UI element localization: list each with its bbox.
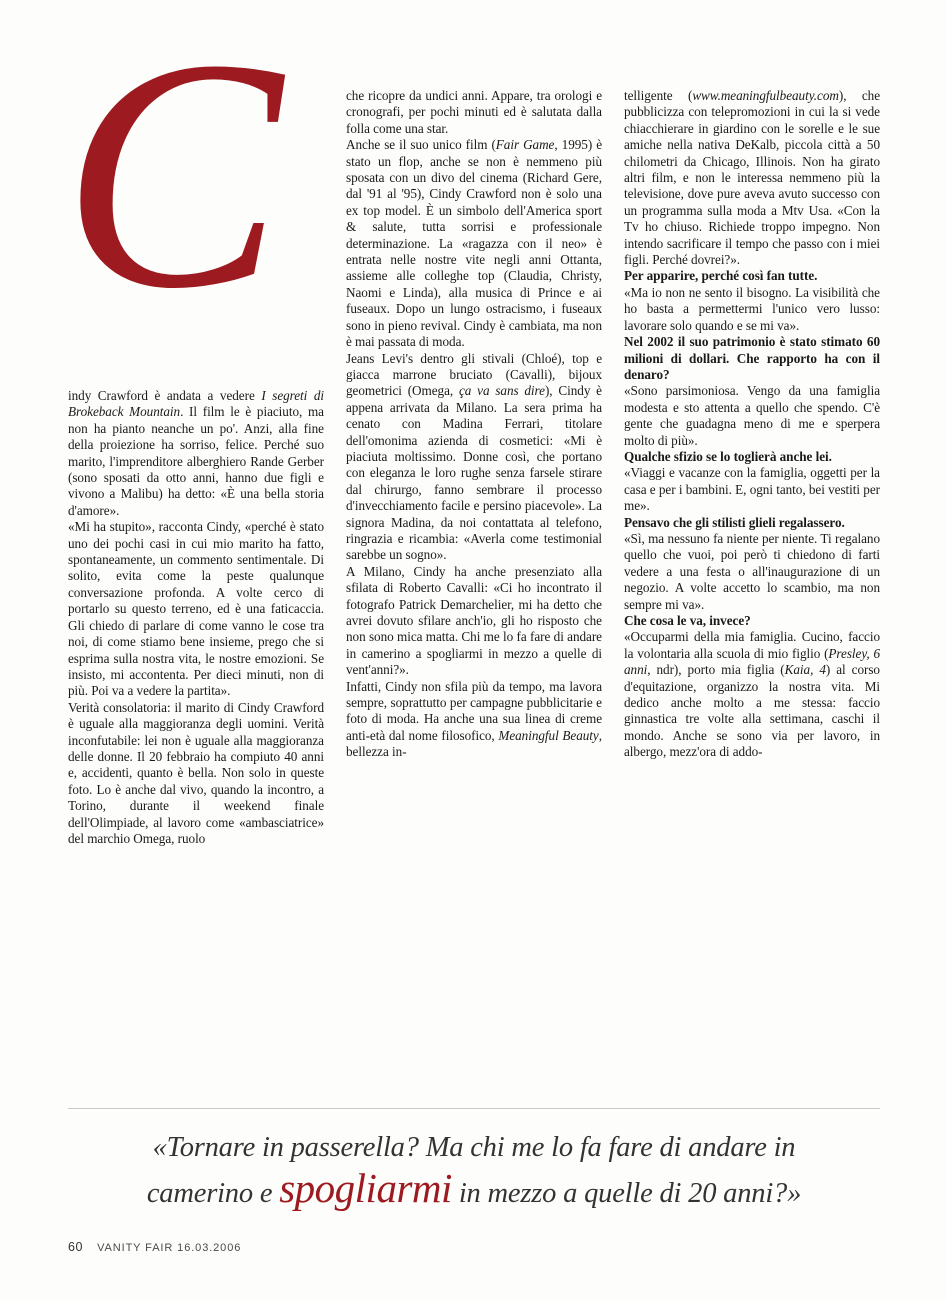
paragraph: «Mi ha stupito», racconta Cindy, «perché è stato uno dei pochi casi in cui mio marito ha fatto, spontaneamente, un commento sentimentale. Di solito, evita come la peste qualunque conversazione profonda. A volte cerco di portarlo su questo terreno, ed è una faticaccia. Gli chiedo di parlare di come vanno le cose tra noi, di come stiamo bene insieme, prego che si esprima sulla nostra vita, le nostre emozioni. Se insisto, mi accontenta. Per dieci minuti, non di più. Poi va a vedere la partita».	[68, 519, 324, 699]
paragraph: «Occuparmi della mia famiglia. Cucino, faccio la volontaria alla scuola di mio figlio (Presley, 6 anni, ndr), porto mia figlia (Kaia, 4) al corso d'equitazione, organizzo la nostra vita. Mi dedico anche molto a me stessa: faccio ginnastica tre volte alla settimana, caschi il mondo. Anche se sono via per lavoro, in albergo, mezz'ora di addo-	[624, 629, 880, 760]
paragraph: Infatti, Cindy non sfila più da tempo, ma lavora sempre, soprattutto per campagne pubblicitarie e foto di moda. Ha anche una sua linea di creme anti-età dal nome filosofico, Meaningful Beauty, bellezza in-	[346, 678, 602, 760]
paragraph: «Viaggi e vacanze con la famiglia, oggetti per la casa e per i bambini. E, ogni tanto, bei vestiti per me».	[624, 465, 880, 514]
drop-cap-letter: C	[62, 0, 283, 357]
text-column-3	[624, 88, 880, 1098]
text-column-2	[346, 88, 602, 1098]
pull-quote-line-2-pre: camerino e	[146, 1178, 280, 1209]
pull-quote-line-2	[68, 1165, 880, 1214]
page-footer	[68, 1240, 880, 1254]
pull-quote-line-2-post: in mezzo a quelle di 20 anni?»	[451, 1178, 802, 1209]
interview-question: Pensavo che gli stilisti glieli regalassero.	[624, 514, 845, 530]
interview-question: Per apparire, perché così fan tutte.	[624, 268, 818, 284]
pull-quote	[68, 1128, 880, 1214]
pull-quote-highlight: spogliarmi	[279, 1165, 452, 1211]
page-number: 60	[68, 1240, 84, 1254]
paragraph: indy Crawford è andata a vedere I segreti di Brokeback Mountain. Il film le è piaciuto, ma non ha pianto neanche un po'. Anzi, alla fine della proiezione ha sorriso, felice. Perché suo marito, l'imprenditore alberghiero Rande Gerber (sono sposati da otto anni, hanno due figli e vivono a Malibu) ha detto: «È una bella storia d'amore».	[68, 388, 325, 518]
paragraph: A Milano, Cindy ha anche presenziato alla sfilata di Roberto Cavalli: «Ci ho incontrato il fotografo Patrick Demarchelier, mi ha detto che avrei dovuto sfilare anch'io, gli ho risposto che non sono mica matta. Chi me lo fa fare di andare in camerino a spogliarmi in mezzo a quelle di vent'anni?».	[346, 563, 602, 678]
horizontal-divider	[68, 1108, 880, 1109]
text-column-1	[62, 0, 325, 1098]
magazine-issue-label: VANITY FAIR 16.03.2006	[97, 1242, 242, 1254]
paragraph: «Sono parsimoniosa. Vengo da una famiglia modesta e sto attenta a quello che spendo. C'è gente che guadagna meno di me e sperpera molto di più».	[624, 383, 880, 448]
interview-question: Che cosa le va, invece?	[624, 613, 751, 628]
paragraph: «Ma io non ne sento il bisogno. La visibilità che ho basta a permettermi l'unico vero lusso: lavorare solo quando e se mi va».	[624, 284, 880, 333]
paragraph: Anche se il suo unico film (Fair Game, 1995) è stato un flop, anche se non è nemmeno più sposata con un divo del cinema (Richard Gere, dal '91 al '95), Cindy Crawford non è solo una ex top model. È un simbolo dell'America sport & salute, tutta sorrisi e professionale determinazione. La «ragazza con il neo» è entrata nelle nostre vite negli anni Ottanta, assieme alle colleghe top (Claudia, Christy, Naomi e Linda), alla musica di Prince e ai fuseaux. Dopo un lungo ostracismo, i fuseaux sono in pieno revival. Cindy è cambiata, ma non è mai passata di moda.	[346, 137, 602, 350]
interview-question: Qualche sfizio se lo toglierà anche lei.	[624, 448, 832, 464]
paragraph: «Sì, ma nessuno fa niente per niente. Ti regalano quello che vuoi, poi però ti chiedono di farti vedere a una festa o all'inaugurazione di un negozio. A volte accetto lo scambio, ma non sempre mi va».	[624, 530, 880, 612]
interview-question: Nel 2002 il suo patrimonio è stato stimato 60 milioni di dollari. Che rapporto ha con il denaro?	[624, 334, 880, 382]
paragraph: che ricopre da undici anni. Appare, tra orologi e cronografi, per pochi minuti ed è salutata dalla folla come una star.	[346, 88, 602, 136]
article-body	[62, 0, 880, 1098]
paragraph: Jeans Levi's dentro gli stivali (Chloé), top e giacca marrone bruciato (Cavalli), bijoux geometrici (Omega, ça va sans dire), Cindy è appena arrivata da Milano. La sera prima ha cenato con Madina Ferrari, titolare dell'omonima azienda di cosmetici: «Mi è piaciuta moltissimo. Donne così, che portano con eleganza le loro rughe senza farsele stirare dal chirurgo, fanno sembrare il processo d'invecchiamento facile e persino piacevole». La signora Madina, da noi contattata al telefono, ringrazia e ricambia: «Averla come testimonial sarebbe un sogno».	[346, 350, 602, 563]
pull-quote-line-1: «Tornare in passerella? Ma chi me lo fa fare di andare in	[152, 1132, 796, 1163]
paragraph: telligente (www.meaningfulbeauty.com), che pubblicizza con telepromozioni in cui la si vede chiacchierare in giardino con le sorelle e le sue amiche nella nativa DeKalb, piccola città a 50 chilometri da Chicago, Illinois. Non ha girato altri film, e non le interessa nemmeno più la televisione, dove pure aveva avuto successo con un programma sulla moda a Mtv Usa. «Con la Tv ho chiuso. Richiede troppo impegno. Non intendo sacrificare il tempo che passo con i miei figli. Perché dovrei?».	[624, 88, 880, 268]
paragraph: Verità consolatoria: il marito di Cindy Crawford è uguale alla maggioranza degli uomini. Verità inconfutabile: lei non è uguale alla maggioranza delle donne. Il 20 febbraio ha compiuto 40 anni e, accidenti, quanto è bella. Non solo in queste foto. Lo è anche dal vivo, quando la incontro, a Torino, durante il weekend finale dell'Olimpiade, al lavoro come «ambasciatrice» del marchio Omega, ruolo	[68, 699, 324, 846]
